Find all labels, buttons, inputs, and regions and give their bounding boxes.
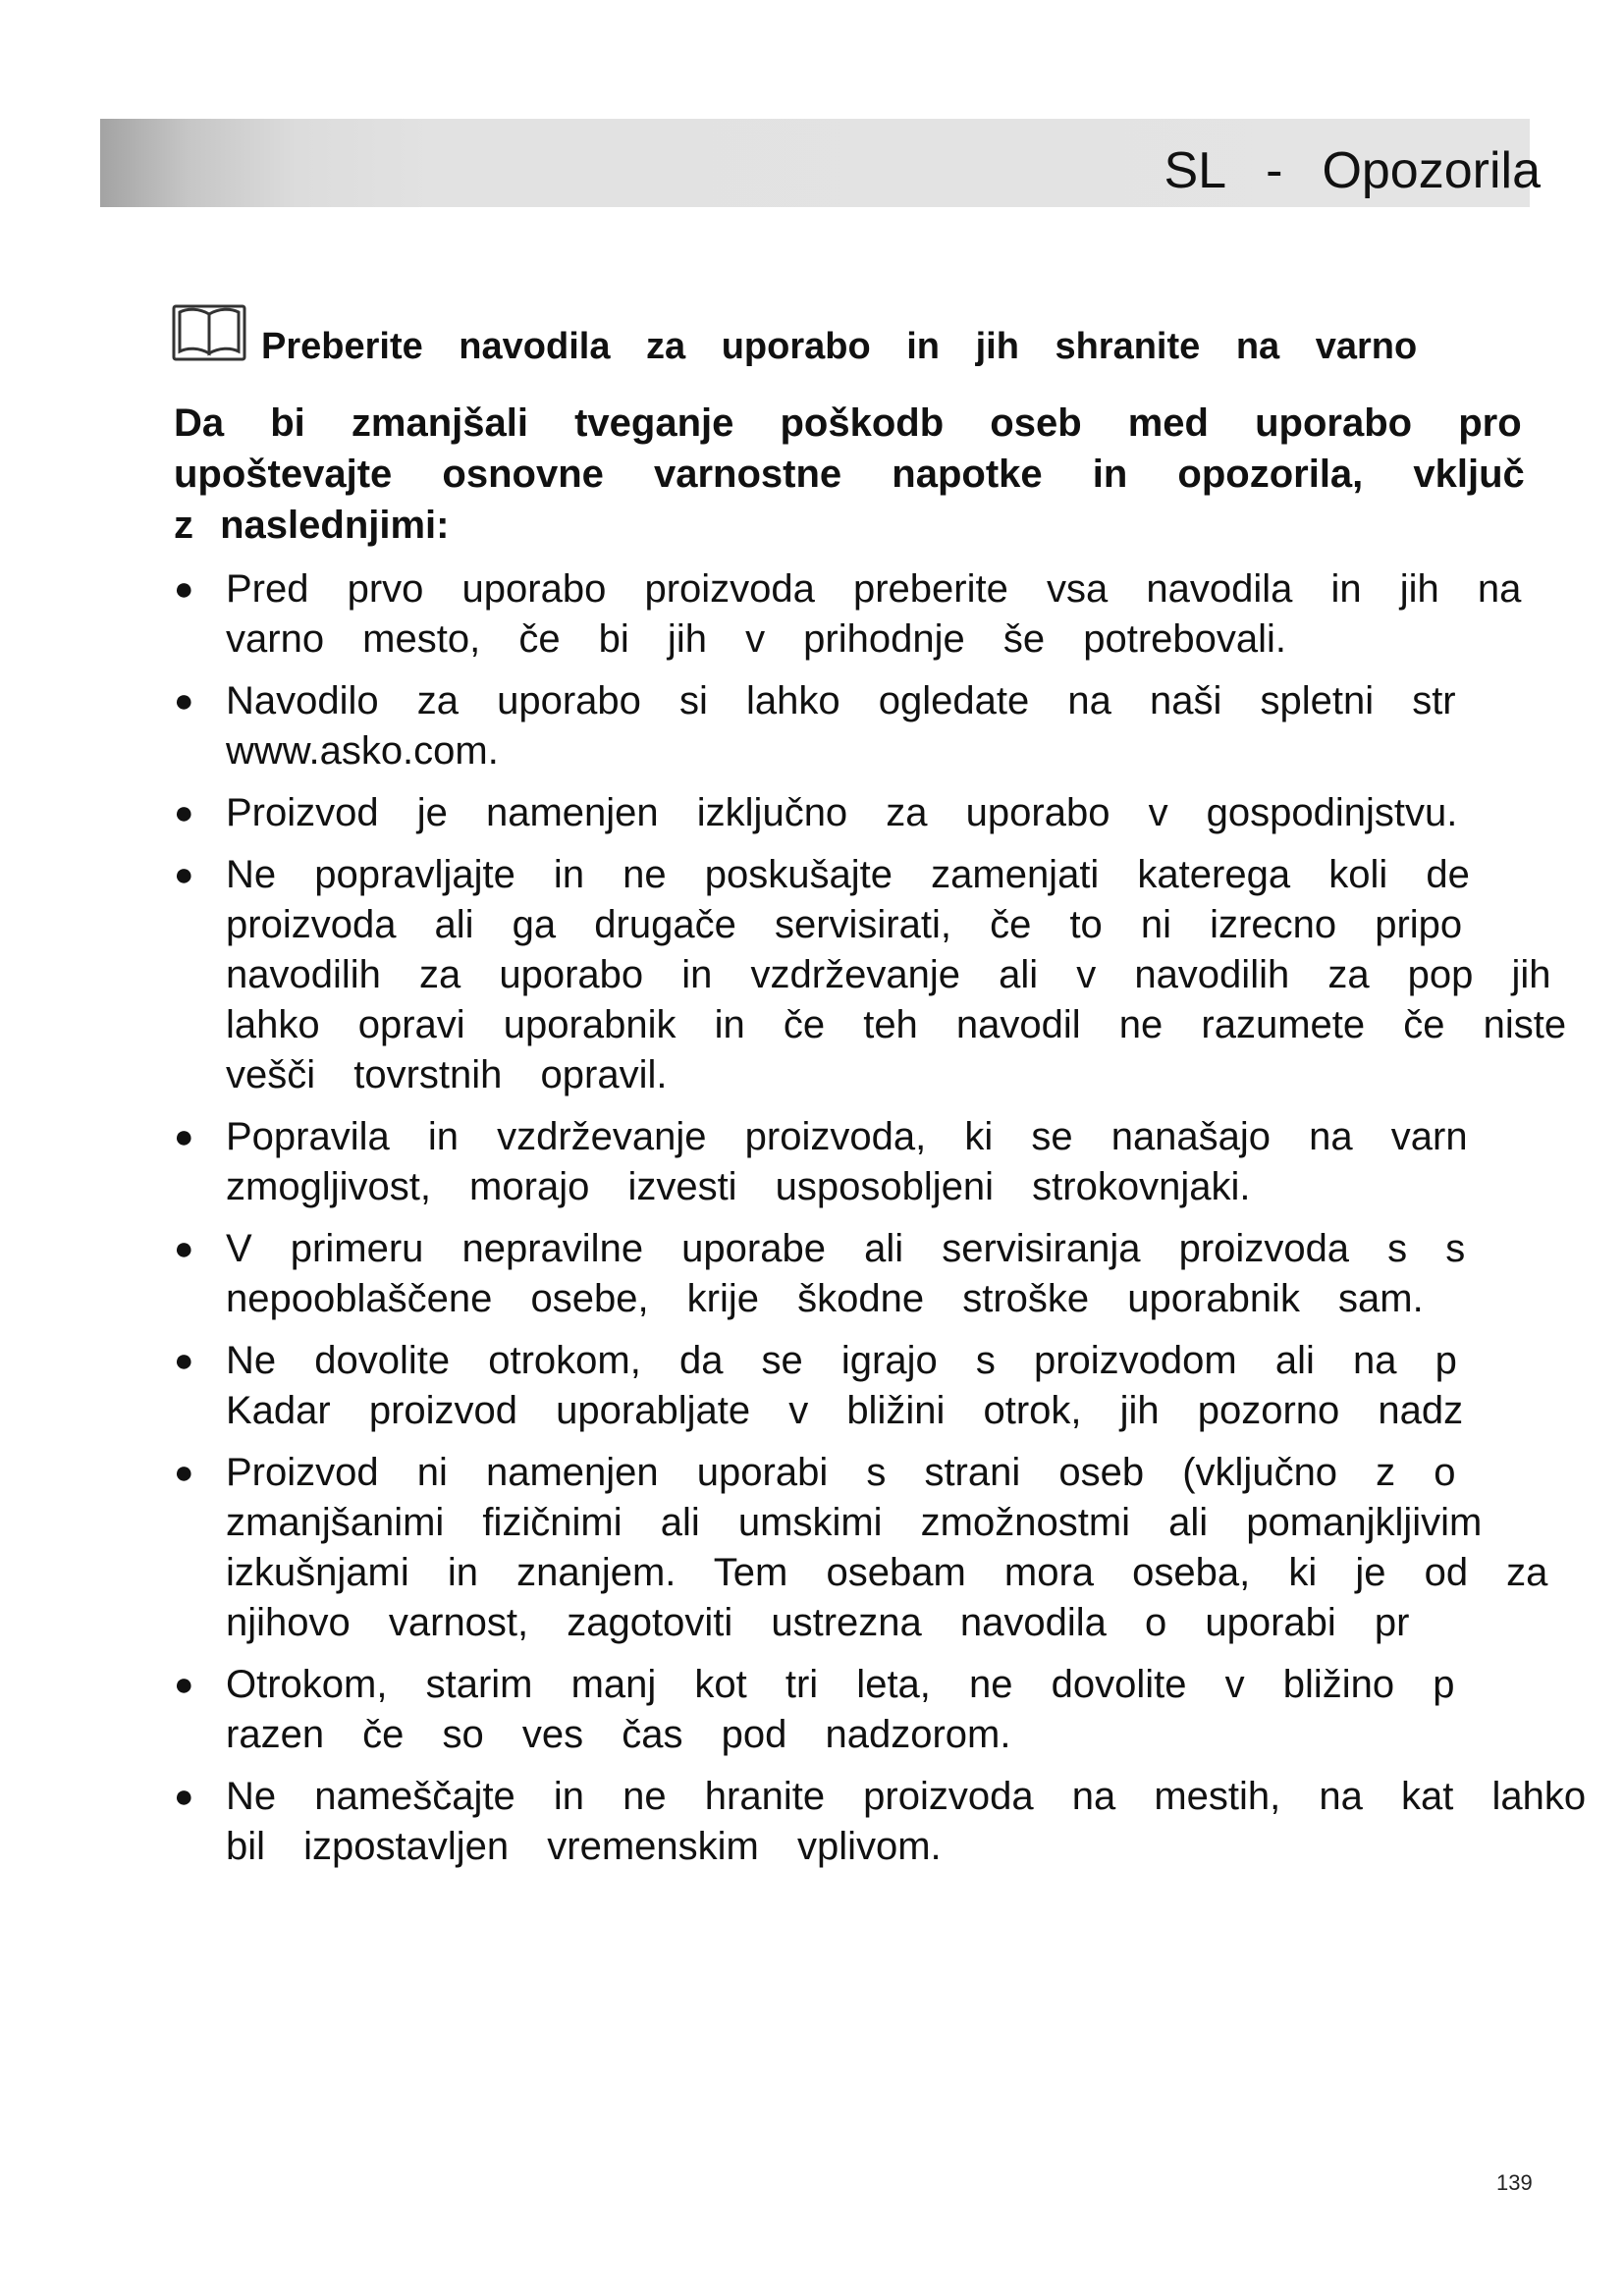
- bullet-icon: ●: [174, 1118, 194, 1155]
- list-item: [174, 788, 1588, 838]
- bullet-icon: ●: [174, 1778, 194, 1815]
- list-item-text: Pred prvo uporabo proizvoda preberite vsa navodila in jih na varno mesto, če bi jih v prihodnje še potrebovali.: [226, 567, 1522, 661]
- warning-list: [174, 564, 1588, 1884]
- list-item: [174, 1112, 1588, 1212]
- list-item: [174, 1224, 1588, 1324]
- title-separator: -: [1266, 142, 1283, 199]
- list-item: [174, 1336, 1588, 1436]
- list-item-text: Navodilo za uporabo si lahko ogledate na naši spletni str www.asko.com.: [226, 679, 1456, 773]
- bullet-icon: ●: [174, 1230, 194, 1267]
- bullet-icon: ●: [174, 1342, 194, 1379]
- list-item: [174, 1660, 1588, 1760]
- bullet-icon: ●: [174, 1666, 194, 1703]
- list-item: [174, 850, 1588, 1100]
- list-item: [174, 676, 1588, 776]
- list-item: [174, 564, 1588, 665]
- bullet-icon: ●: [174, 682, 194, 720]
- intro-line: upoštevajte osnovne varnostne napotke in opozorila, vključ: [174, 453, 1525, 496]
- section-title: Opozorila: [1322, 142, 1541, 199]
- list-item-text: Proizvod je namenjen izključno za uporabo v gospodinjstvu.: [226, 791, 1458, 834]
- bullet-icon: ●: [174, 1454, 194, 1491]
- list-item-text: Ne dovolite otrokom, da se igrajo s proizvodom ali na p Kadar proizvod uporabljate v bližini otrok, jih pozorno nadz: [226, 1339, 1464, 1432]
- intro-paragraph: [174, 398, 1588, 551]
- page-title: [1164, 142, 1542, 199]
- list-item-text: Otrokom, starim manj kot tri leta, ne dovolite v bližino p razen če so ves čas pod nadzorom.: [226, 1663, 1455, 1756]
- book-icon: [172, 300, 246, 363]
- intro-line: Da bi zmanjšali tveganje poškodb oseb med uporabo pro: [174, 401, 1522, 445]
- list-item: [174, 1448, 1588, 1648]
- bullet-icon: ●: [174, 570, 194, 608]
- bullet-icon: ●: [174, 856, 194, 893]
- intro-line: z naslednjimi:: [174, 504, 450, 547]
- list-item: [174, 1772, 1588, 1872]
- bullet-icon: ●: [174, 794, 194, 831]
- language-code: SL: [1164, 142, 1227, 199]
- lead-instruction: Preberite navodila za uporabo in jih shranite na varno: [261, 326, 1418, 367]
- list-item-text: Ne nameščajte in ne hranite proizvoda na mestih, na kat lahko bil izpostavljen vremenskim vplivom.: [226, 1775, 1587, 1868]
- list-item-text: Popravila in vzdrževanje proizvoda, ki se nanašajo na varn zmogljivost, morajo izvesti usposobljeni strokovnjaki.: [226, 1115, 1468, 1208]
- list-item-text: V primeru nepravilne uporabe ali servisiranja proizvoda s s nepooblaščene osebe, krije škodne stroške uporabnik sam.: [226, 1227, 1466, 1320]
- page-number: 139: [1496, 2170, 1533, 2195]
- list-item-text: Ne popravljajte in ne poskušajte zamenjati katerega koli de proizvoda ali ga drugače servisirati, če to ni izrecno pripo navodilih za uporabo in vzdrževanje ali v navodilih za pop jih lahko opravi uporabnik in če teh navodil ne razumete če niste vešči tovrstnih opravil.: [226, 853, 1567, 1096]
- list-item-text: Proizvod ni namenjen uporabi s strani oseb (vključno z o zmanjšanimi fizičnimi ali umskimi zmožnostmi ali pomanjkljivim izkušnjami in znanjem. Tem osebam mora oseba, ki je od za njihovo varnost, zagotoviti ustrezna navodila o uporabi pr: [226, 1451, 1548, 1644]
